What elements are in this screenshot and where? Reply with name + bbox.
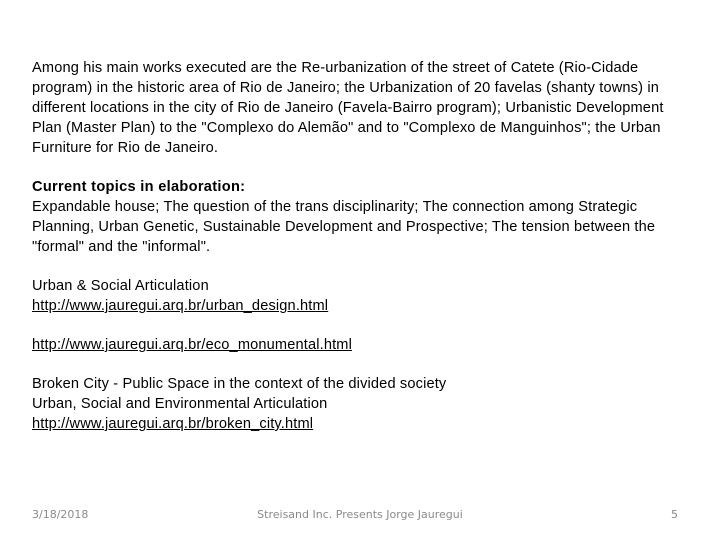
- broken-city-link[interactable]: http://www.jauregui.arq.br/broken_city.html: [32, 416, 314, 432]
- topics-heading: Current topics in elaboration:: [32, 179, 246, 195]
- section-title-urban-social: Urban & Social Articulation: [32, 278, 209, 294]
- intro-paragraph: Among his main works executed are the Re-urbanization of the street of Catete (Rio-Cidade program) in the historic area of Rio de Janeiro; the Urbanization of 20 favelas (shanty towns) in different locations in the city of Rio de Janeiro (Favela-Bairro program); Urbanistic Development Plan (Master Plan) to the "Complexo do Alemão" and to "Complexo de Manguinhos"; the Urban Furniture for Rio de Janeiro.: [32, 60, 664, 156]
- broken-city-subtitle: Urban, Social and Environmental Articulation: [32, 396, 328, 412]
- urban-design-link[interactable]: http://www.jauregui.arq.br/urban_design.html: [32, 298, 329, 314]
- footer-title: Streisand Inc. Presents Jorge Jauregui: [257, 508, 463, 521]
- page-number: 5: [671, 508, 678, 521]
- eco-monumental-link[interactable]: http://www.jauregui.arq.br/eco_monumental.html: [32, 337, 353, 353]
- broken-city-title: Broken City - Public Space in the context of the divided society: [32, 376, 447, 392]
- topics-paragraph: Expandable house; The question of the trans disciplinarity; The connection among Strategic Planning, Urban Genetic, Sustainable Development and Prospective; The tension between the "formal" and the "informal".: [32, 199, 656, 255]
- slide-body: [32, 58, 692, 434]
- footer-date: 3/18/2018: [32, 508, 89, 521]
